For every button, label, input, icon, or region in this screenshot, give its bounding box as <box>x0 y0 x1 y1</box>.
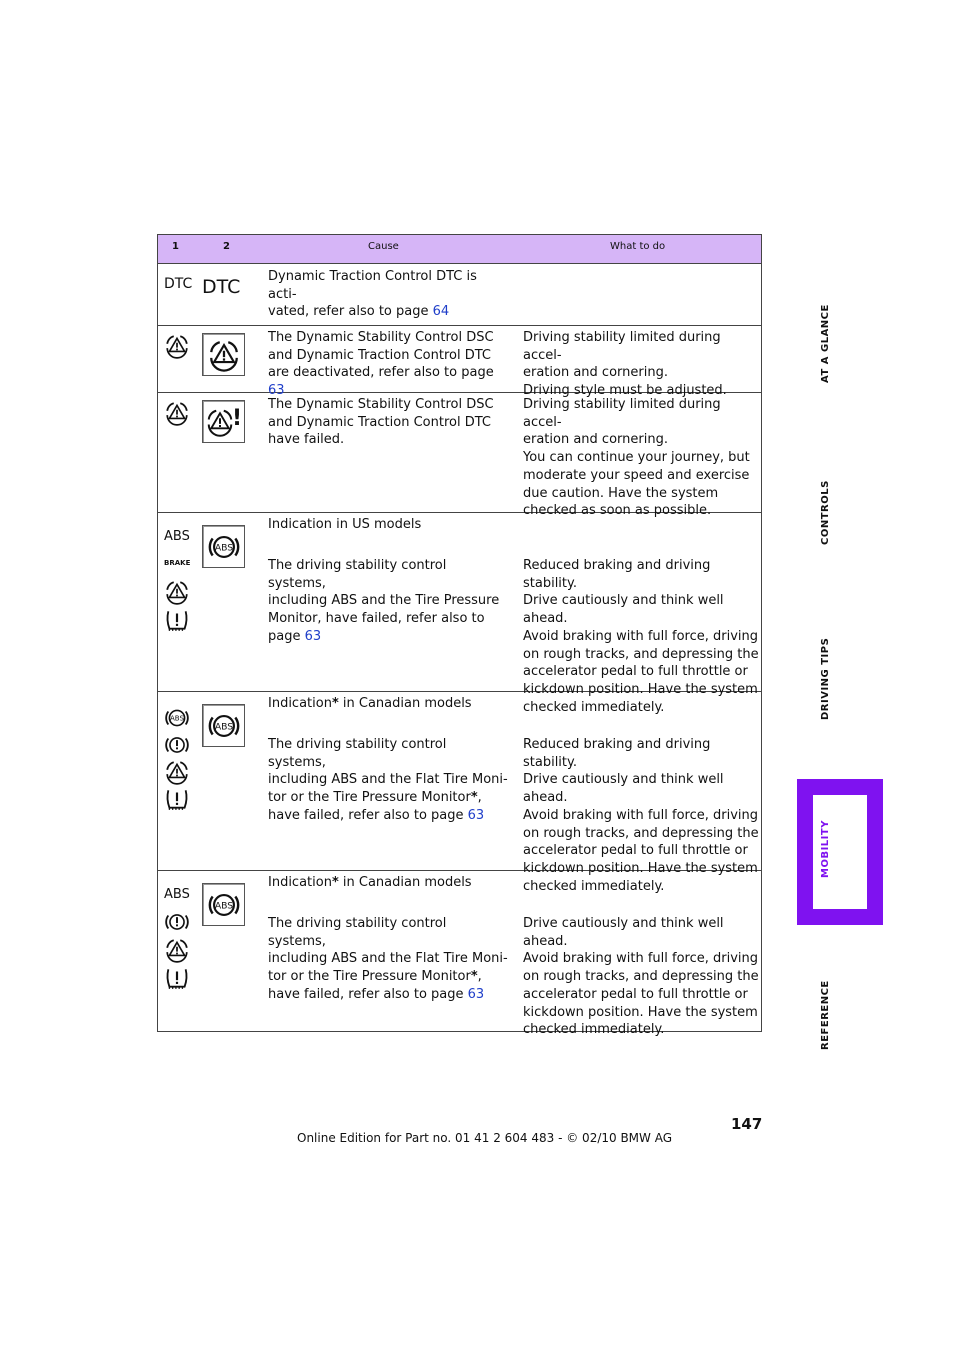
what-to-do-text: Reduced braking and driving stability. Drive cautiously and think well ahead. Avoid braking with full force, driving on rough tracks, and depressing the accelerator pedal to full throttle or kickdown position. Have the system checked immediately. <box>523 558 759 715</box>
side-tab-mobility[interactable]: MOBILITY <box>820 820 831 878</box>
dsc-warning-icon <box>164 579 190 605</box>
cause-text: The driving stability control systems, including ABS and the Flat Tire Moni- tor or the Tire Pressure Monitor*, have failed, refer also to page 63 <box>268 916 508 1002</box>
what-to-do-text: Driving stability limited during accel- eration and cornering. You can continue your journey, but moderate your speed and exercise due caution. Have the system checked as soon as possible. <box>523 397 750 519</box>
brake-icon: BRAKE <box>164 559 191 567</box>
what-to-do-text: Reduced braking and driving stability. Drive cautiously and think well ahead. Avoid braking with full force, driving on rough tracks, and depressing the accelerator pedal to full throttle or kickdown position. Have the system checked immediately. <box>523 737 759 894</box>
page-number: 147 <box>731 1115 763 1133</box>
brake-icon <box>164 732 190 758</box>
what-to-do-text: Driving stability limited during accel- eration and cornering. Driving style must be adjusted. <box>523 330 727 399</box>
table-row <box>158 871 761 1038</box>
side-tab-driving-tips[interactable]: DRIVING TIPS <box>820 637 831 720</box>
tire-pressure-icon <box>164 786 190 812</box>
cause-text: The Dynamic Stability Control DSC and Dynamic Traction Control DTC are deactivated, refer also to page 63 <box>268 330 494 399</box>
tire-pressure-icon <box>164 965 190 991</box>
table-row <box>158 692 761 894</box>
what-to-do-text: Drive cautiously and think well ahead. Avoid braking with full force, driving on rough tracks, and depressing the accelerator pedal to full throttle or kickdown position. Have the system checked immediately. <box>523 916 759 1038</box>
cause-text: The driving stability control systems, including ABS and the Flat Tire Moni- tor or the Tire Pressure Monitor*, have failed, refer also to page 63 <box>268 737 508 823</box>
header-cause: Cause <box>368 241 399 252</box>
side-tab-reference[interactable]: REFERENCE <box>820 980 831 1050</box>
table-row <box>158 393 761 519</box>
abs-icon: ABS <box>164 887 190 902</box>
abs-icon <box>202 525 245 568</box>
row-heading: Indication* in Canadian models <box>268 696 472 711</box>
side-tab-at-a-glance[interactable]: AT A GLANCE <box>820 304 831 383</box>
tire-pressure-icon <box>164 607 190 633</box>
dsc-warning-icon <box>164 937 190 963</box>
footer-text: Online Edition for Part no. 01 41 2 604 483 - © 02/10 BMW AG <box>297 1131 673 1145</box>
side-tab-controls[interactable]: CONTROLS <box>820 480 831 545</box>
header-col-1: 1 <box>172 241 179 252</box>
header-what-to-do: What to do <box>610 241 666 252</box>
dsc-warning-icon <box>164 333 190 359</box>
abs-icon: ABS <box>164 529 190 544</box>
page-link[interactable]: 63 <box>268 383 285 399</box>
dsc-warning-icon <box>202 333 245 376</box>
cause-text: The driving stability control systems, including ABS and the Tire Pressure Monitor, have failed, refer also to page 63 <box>268 558 500 644</box>
dsc-failure-icon: ! <box>202 400 245 443</box>
header-col-2: 2 <box>223 241 230 252</box>
abs-icon <box>164 705 190 731</box>
page-link[interactable]: 64 <box>432 304 450 320</box>
row-heading: Indication* in Canadian models <box>268 875 472 890</box>
table-row <box>158 326 761 399</box>
abs-icon <box>202 704 245 747</box>
dsc-failure-icon <box>164 400 190 426</box>
table-row <box>158 264 761 326</box>
cause-text: Dynamic Traction Control DTC is acti- vated, refer also to page 64 <box>268 269 477 320</box>
page-link[interactable]: 63 <box>467 986 485 1002</box>
row-heading: Indication in US models <box>268 517 422 532</box>
abs-icon <box>202 883 245 926</box>
indicator-table <box>157 234 762 1038</box>
table-header <box>158 235 761 264</box>
dsc-warning-icon <box>164 759 190 785</box>
brake-icon <box>164 909 190 935</box>
dtc-icon: DTC <box>202 276 242 319</box>
cause-text: The Dynamic Stability Control DSC and Dynamic Traction Control DTC have failed. <box>268 397 494 448</box>
page-link[interactable]: 63 <box>304 628 322 644</box>
page-link[interactable]: 63 <box>467 807 485 823</box>
dtc-icon: DTC <box>164 276 193 292</box>
